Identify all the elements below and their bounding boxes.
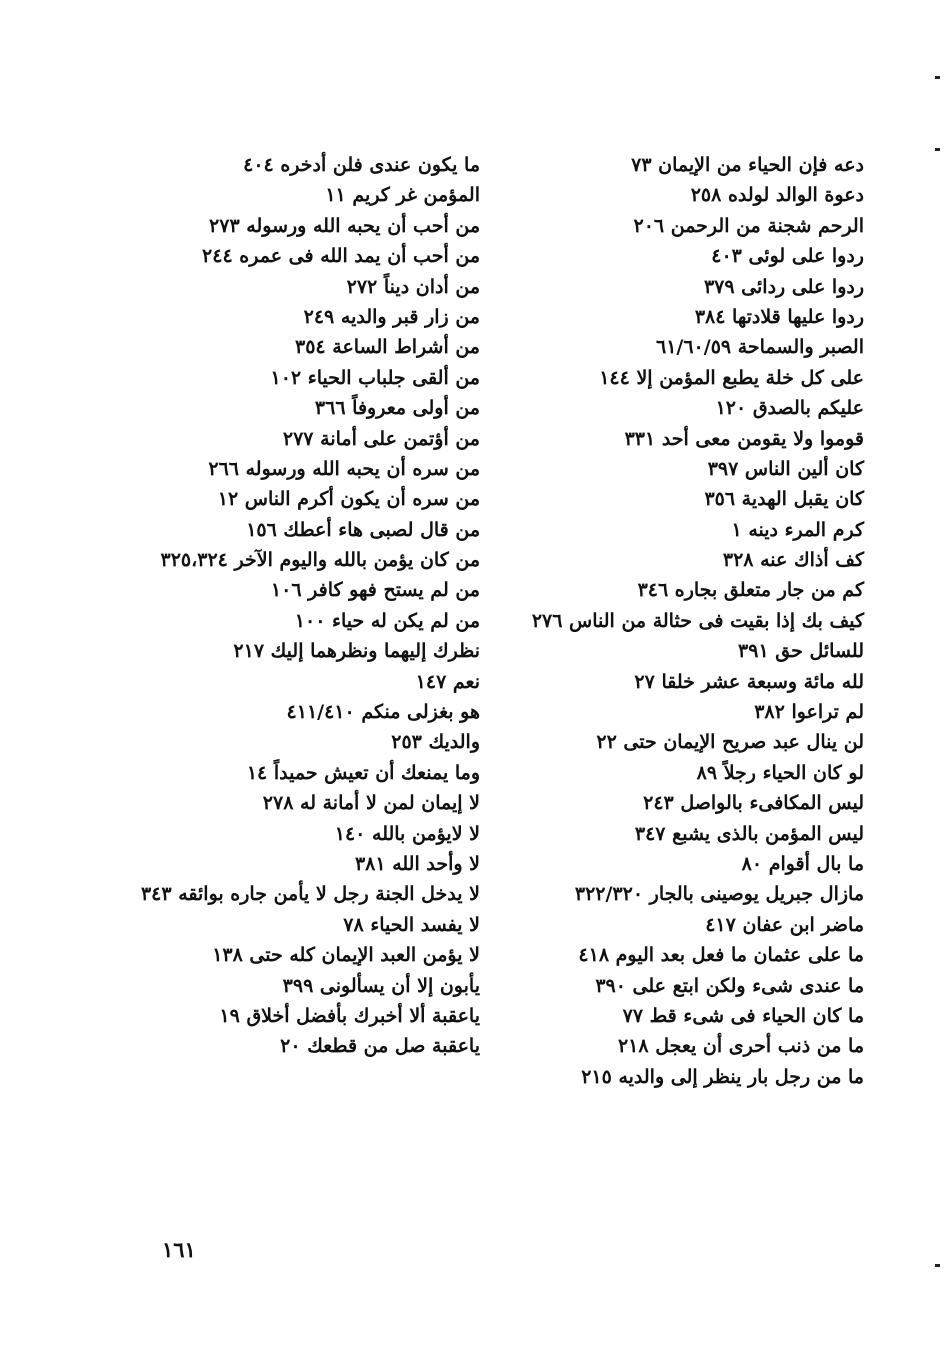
- index-entry: ما على عثمان ما فعل بعد اليوم ٤١٨: [578, 944, 864, 967]
- index-entry: من أدان ديناً ٢٧٢: [346, 275, 480, 298]
- index-entry: ردوا على لوئى ٤٠٣: [711, 245, 864, 268]
- index-column-right: [504, 150, 864, 1092]
- index-entry: كف أذاك عنه ٣٢٨: [722, 549, 864, 572]
- index-entry: وما يمنعك أن تعيش حميداً ١٤: [246, 761, 480, 784]
- scan-edge-mark: [935, 1264, 940, 1267]
- index-entry: ماضر ابن عفان ٤١٧: [705, 913, 864, 936]
- index-entry: لا إيمان لمن لا أمانة له ٢٧٨: [262, 792, 480, 815]
- index-entry: نعم ١٤٧: [415, 670, 480, 693]
- index-entry: يأبون إلا أن يسألونى ٣٩٩: [282, 974, 480, 997]
- index-entry: لله مائة وسبعة عشر خلقا ٢٧: [634, 670, 864, 693]
- index-entry: والديك ٢٥٣: [391, 731, 480, 754]
- index-entry: من أحب أن يحبه الله ورسوله ٢٧٣: [209, 214, 480, 237]
- index-entry: من أشراط الساعة ٣٥٤: [295, 336, 480, 359]
- index-entry: دعوة الوالد لولده ٢٥٨: [690, 184, 864, 207]
- index-entry: ما من ذنب أحرى أن يعجل ٢١٨: [617, 1035, 864, 1058]
- index-entry: لم تراعوا ٣٨٢: [754, 701, 864, 724]
- index-entry: من لم يستح فهو كافر ١٠٦: [270, 579, 480, 602]
- index-entry: من سره أن يحبه الله ورسوله ٢٦٦: [208, 457, 480, 480]
- index-entry: ما بال أقوام ٨٠: [741, 852, 864, 875]
- page-number: ١٦١: [162, 1237, 196, 1262]
- index-entry: ردوا على ردائى ٣٧٩: [703, 275, 864, 298]
- index-entry: ما يكون عندى فلن أدخره ٤٠٤: [243, 154, 480, 176]
- index-entry: كان ألين الناس ٣٩٧: [707, 457, 864, 480]
- index-entry: دعه فإن الحياء من الإيمان ٧٣: [631, 154, 864, 176]
- scan-edge-mark: [935, 148, 940, 151]
- index-entry: للسائل حق ٣٩١: [738, 640, 864, 663]
- index-entry: الرحم شجنة من الرحمن ٢٠٦: [633, 214, 864, 237]
- index-entry: كان يقبل الهدية ٣٥٦: [704, 488, 864, 511]
- index-entry: ياعقبة ألا أخبرك بأفضل أخلاق ١٩: [219, 1004, 480, 1027]
- index-entry: من ألقى جلباب الحياء ١٠٢: [270, 366, 480, 389]
- index-entry: ياعقبة صل من قطعك ٢٠: [280, 1035, 480, 1058]
- index-entry: مازال جبريل يوصينى بالجار ٣٢٢/٣٢٠: [574, 883, 864, 906]
- index-entry: نظرك إليهما ونظرهما إليك ٢١٧: [233, 640, 480, 663]
- index-entry: لا يدخل الجنة رجل لا يأمن جاره بوائقه ٣٤٣: [140, 883, 480, 906]
- index-entry: من لم يكن له حياء ١٠٠: [294, 609, 480, 632]
- index-entry: لا يؤمن العبد الإيمان كله حتى ١٣٨: [212, 944, 480, 967]
- index-entry: كم من جار متعلق بجاره ٣٤٦: [637, 579, 864, 602]
- index-entry: من زار قبر والديه ٢٤٩: [303, 305, 480, 328]
- index-entry: الصبر والسماحة ٦١/٦٠/٥٩: [656, 336, 864, 359]
- index-entry: ما كان الحياء فى شىء قط ٧٧: [622, 1004, 864, 1027]
- index-entry: ليس المكافىء بالواصل ٢٤٣: [643, 792, 864, 815]
- index-entry: من أحب أن يمد الله فى عمره ٢٤٤: [202, 245, 480, 268]
- index-entry: المؤمن غر كريم ١١: [325, 184, 480, 207]
- index-column-left: [100, 150, 480, 1062]
- index-entry: ما من رجل بار ينظر إلى والديه ٢١٥: [581, 1065, 864, 1088]
- index-entry: لا يفسد الحياء ٧٨: [343, 913, 480, 936]
- index-entry: لا لايؤمن بالله ١٤٠: [334, 822, 480, 845]
- index-entry: من أؤتمن على أمانة ٢٧٧: [282, 427, 480, 450]
- index-entry: كرم المرء دينه ١: [731, 518, 864, 541]
- index-entry: من أولى معروفاً ٣٦٦: [314, 397, 480, 420]
- index-entry: لا وأحد الله ٣٨١: [354, 852, 480, 875]
- index-entry: ردوا عليها قلادتها ٣٨٤: [694, 305, 864, 328]
- index-entry: من سره أن يكون أكرم الناس ١٢: [217, 488, 480, 511]
- index-entry: من كان يؤمن بالله واليوم الآخر ٣٢٥،٣٢٤: [160, 549, 480, 572]
- index-entry: على كل خلة يطبع المؤمن إلا ١٤٤: [599, 366, 864, 389]
- index-entry: من قال لصبى هاء أعطك ١٥٦: [246, 518, 480, 541]
- index-entry: ليس المؤمن بالذى يشبع ٣٤٧: [634, 822, 864, 845]
- index-entry: عليكم بالصدق ١٢٠: [715, 397, 864, 420]
- index-entry: لن ينال عبد صريح الإيمان حتى ٢٢: [596, 731, 864, 754]
- scan-edge-mark: [935, 76, 940, 79]
- index-entry: هو بغزلى منكم ٤١١/٤١٠: [286, 701, 480, 724]
- index-entry: قوموا ولا يقومن معى أحد ٣٣١: [624, 427, 864, 450]
- index-entry: كيف بك إذا بقيت فى حثالة من الناس ٢٧٦: [531, 609, 864, 632]
- index-entry: لو كان الحياء رجلاً ٨٩: [696, 761, 864, 784]
- index-entry: ما عندى شىء ولكن ابتع على ٣٩٠: [595, 974, 864, 997]
